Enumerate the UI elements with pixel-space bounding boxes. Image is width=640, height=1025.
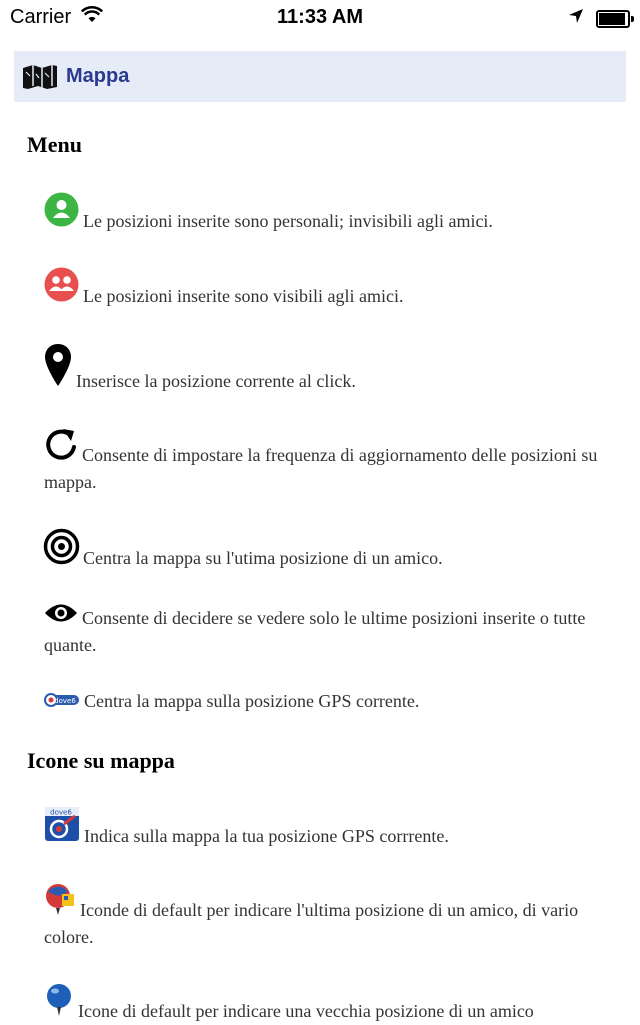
- menu-item-center-gps: [44, 688, 610, 715]
- menu-item-text: Consente di decidere se vedere solo le ultime posizioni inserite o tutte quante.: [44, 608, 586, 655]
- help-content: [0, 120, 640, 1025]
- svg-text:dove6: dove6: [50, 808, 72, 817]
- page-title: Mappa: [66, 65, 130, 87]
- status-bar: [0, 0, 640, 36]
- menu-item-shared: [44, 267, 610, 310]
- gps-position-icon: [44, 806, 80, 850]
- battery-fill: [599, 13, 625, 25]
- map-icon-item-text: Indica sulla mappa la tua posizione GPS corrrente.: [84, 826, 449, 846]
- menu-section-title: Menu: [27, 132, 82, 157]
- page-header: [14, 51, 626, 102]
- dove6-logo-icon: [44, 688, 80, 715]
- menu-item-personal: [44, 192, 610, 235]
- menu-item-visibility: [44, 602, 610, 659]
- map-icon-item-text: Icone di default per indicare una vecchia posizione di un amico: [78, 1001, 534, 1021]
- friend-old-position-icon: [44, 983, 74, 1025]
- svg-text:dove6: dove6: [54, 697, 76, 705]
- menu-item-text: Le posizioni inserite sono visibili agli amici.: [83, 286, 404, 306]
- menu-item-refresh: [44, 427, 610, 496]
- battery-icon: [596, 10, 630, 28]
- map-icon-item-last-position: [44, 882, 610, 951]
- map-icon: [22, 64, 58, 90]
- refresh-icon: [44, 427, 78, 469]
- status-right: [568, 8, 630, 29]
- pin-icon: [44, 343, 72, 395]
- menu-item-text: Centra la mappa su l'utima posizione di un amico.: [83, 548, 443, 568]
- group-red-icon: [44, 267, 79, 310]
- menu-item-insert-position: [44, 343, 610, 395]
- location-arrow-icon: [568, 8, 584, 29]
- carrier-label: Carrier: [10, 6, 72, 28]
- menu-item-text: Inserisce la posizione corrente al click.: [76, 371, 356, 391]
- menu-item-text: Consente di impostare la frequenza di aggiornamento delle posizioni su mappa.: [44, 445, 598, 492]
- menu-item-text: Le posizioni inserite sono personali; invisibili agli amici.: [83, 211, 493, 231]
- map-icon-item-gps: [44, 806, 610, 850]
- friend-last-position-icon: [44, 882, 76, 924]
- eye-icon: [44, 602, 78, 632]
- status-time: 11:33 AM: [277, 6, 363, 28]
- menu-item-center-friend: [44, 529, 610, 572]
- map-icons-section-title: Icone su mappa: [27, 748, 175, 773]
- map-icon-item-text: Iconde di default per indicare l'ultima posizione di un amico, di vario colore.: [44, 900, 579, 947]
- map-icon-item-old-position: [44, 983, 610, 1025]
- person-green-icon: [44, 192, 79, 235]
- target-icon: [44, 529, 79, 572]
- menu-item-text: Centra la mappa sulla posizione GPS corrente.: [84, 691, 420, 711]
